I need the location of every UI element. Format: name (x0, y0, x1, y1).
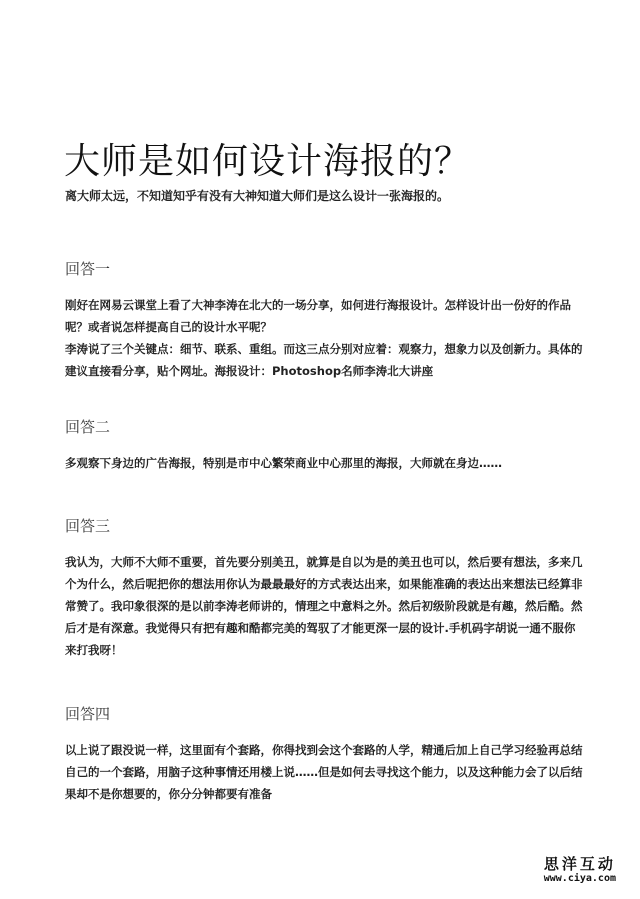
watermark-url: www.ciya.com (543, 873, 616, 884)
answer-body (65, 551, 585, 661)
answer-paragraph: 李涛说了三个关键点：细节、联系、重组。而这三点分别对应着：观察力，想象力以及创新力。具体的建议直接看分享，贴个网址。海报设计：Photoshop名师李涛北大讲座 (65, 342, 583, 378)
answer-paragraph: 多观察下身边的广告海报，特别是市中心繁荣商业中心那里的海报，大师就在身边…… (65, 456, 502, 470)
answer-section-2 (65, 416, 585, 474)
answer-paragraph: 刚好在网易云课堂上看了大神李涛在北大的一场分享，如何进行海报设计。怎样设计出一份好的作品呢？或者说怎样提高自己的设计水平呢？ (65, 298, 571, 334)
answer-body (65, 294, 585, 382)
answer-heading: 回答一 (65, 260, 111, 278)
answer-body (65, 739, 585, 805)
answer-heading: 回答四 (65, 705, 111, 723)
answer-paragraph: 以上说了跟没说一样，这里面有个套路，你得找到会这个套路的人学，精通后加上自己学习经验再总结自己的一个套路，用脑子这种事情还用楼上说……但是如何去寻找这个能力，以及这种能力会了以后结果却不是你想要的，你分分钟都要有准备 (65, 743, 583, 801)
watermark-name: 思洋互动 (543, 855, 616, 873)
answer-heading: 回答二 (65, 418, 111, 436)
answer-body (65, 452, 585, 474)
subtitle: 离大师太远，不知道知乎有没有大神知道大师们是这么设计一张海报的。 (65, 189, 450, 203)
answer-section-3 (65, 515, 585, 661)
watermark-logo (544, 855, 616, 885)
answer-section-1 (65, 258, 585, 382)
answer-paragraph: 我认为，大师不大师不重要，首先要分别美丑，就算是自以为是的美丑也可以，然后要有想法，多来几个为什么，然后呢把你的想法用你认为最最最好的方式表达出来，如果能准确的表达出来想法已经算非常赞了。我印象很深的是以前李涛老师讲的，情理之中意料之外。然后初级阶段就是有趣，然后酷。然后才是有深意。我觉得只有把有趣和酷都完美的驾驭了才能更深一层的设计.手机码字胡说一通不服你来打我呀！ (65, 555, 583, 657)
page-title: 大师是如何设计海报的？ (64, 141, 472, 182)
answer-heading: 回答三 (65, 517, 111, 535)
answer-section-4 (65, 703, 585, 805)
